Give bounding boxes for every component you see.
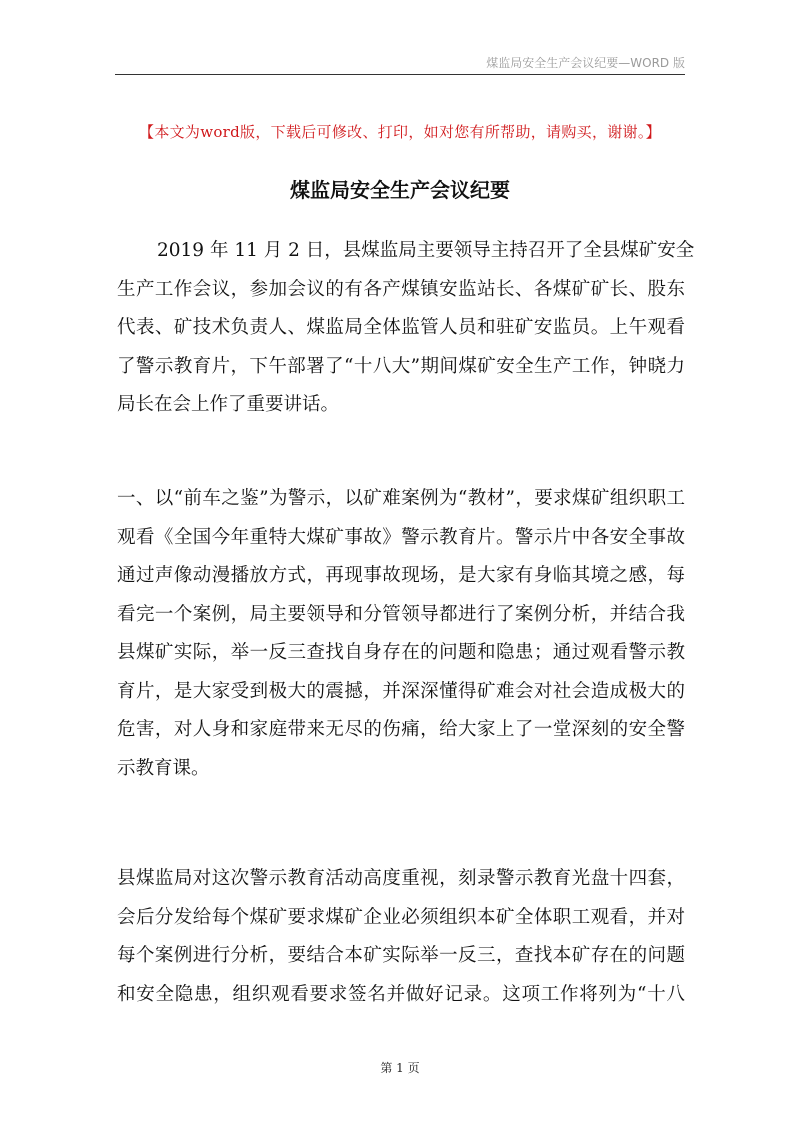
paragraph-line: 育片，是大家受到极大的震撼，并深深懂得矿难会对社会造成极大的 (117, 680, 685, 702)
paragraph-line: 县煤矿实际，举一反三查找自身存在的问题和隐患；通过观看警示教 (117, 642, 685, 663)
paragraph-line: 县煤监局对这次警示教育活动高度重视，刻录警示教育光盘十四套， (117, 868, 685, 889)
header-divider (115, 74, 685, 75)
page-number: 第 1 页 (380, 1061, 420, 1075)
paragraph-line: 和安全隐患，组织观看要求签名并做好记录。这项工作将列为“十八 (117, 983, 685, 1005)
paragraph-follow-up (117, 860, 685, 1014)
paragraph-line: 生产工作会议，参加会议的有各产煤镇安监站长、各煤矿矿长、股东 (117, 278, 685, 300)
paragraph-section-one (117, 480, 685, 788)
paragraph-line: 示教育课。 (117, 757, 210, 779)
paragraph-line: 每个案例进行分析，要结合本矿实际举一反三，查找本矿存在的问题 (117, 945, 685, 966)
paragraph-line: 看完一个案例，局主要领导和分管领导都进行了案例分析，并结合我 (117, 603, 685, 625)
paragraph-line: 2019 年 11 月 2 日，县煤监局主要领导主持召开了全县煤矿安全 (157, 240, 695, 261)
paragraph-intro (117, 232, 695, 425)
running-header: 煤监局安全生产会议纪要—WORD 版 (486, 56, 685, 70)
document-title: 煤监局安全生产会议纪要 (290, 178, 510, 202)
paragraph-line: 代表、矿技术负责人、煤监局全体监管人员和驻矿安监员。上午观看 (117, 317, 685, 338)
purchase-notice: 【本文为word版，下载后可修改、打印，如对您有所帮助，请购买，谢谢。】 (139, 123, 661, 141)
paragraph-line: 通过声像动漫播放方式，再现事故现场，是大家有身临其境之感，每 (117, 565, 685, 586)
paragraph-line: 观看《全国今年重特大煤矿事故》警示教育片。警示片中各安全事故 (117, 526, 685, 548)
paragraph-line: 了警示教育片，下午部署了“十八大”期间煤矿安全生产工作，钟晓力 (117, 355, 685, 377)
paragraph-line: 局长在会上作了重要讲话。 (117, 394, 340, 415)
paragraph-line: 危害，对人身和家庭带来无尽的伤痛，给大家上了一堂深刻的安全警 (117, 719, 685, 740)
paragraph-line: 会后分发给每个煤矿要求煤矿企业必须组织本矿全体职工观看，并对 (117, 906, 685, 928)
paragraph-line: 一、以“前车之鉴”为警示，以矿难案例为“教材”，要求煤矿组织职工 (117, 488, 685, 509)
